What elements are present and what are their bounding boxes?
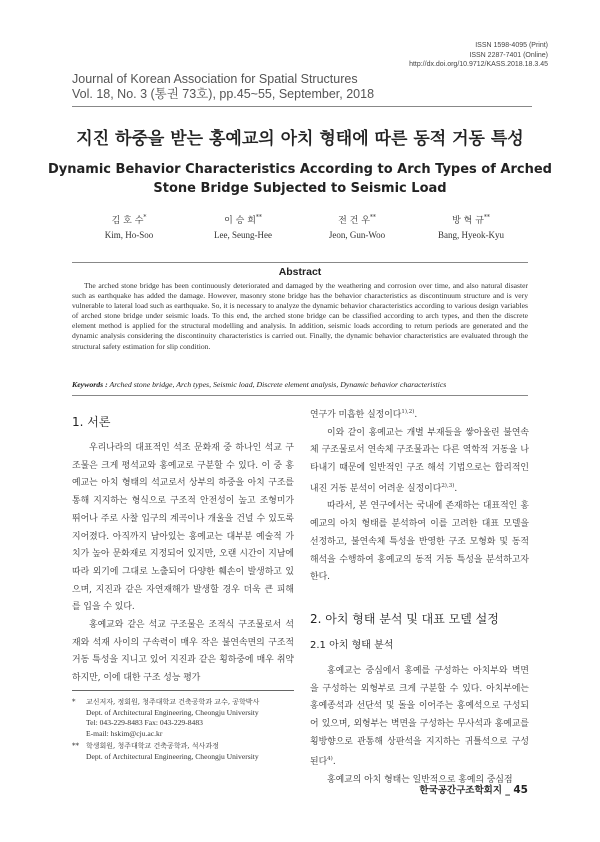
author-3-mark: ** (369, 214, 376, 221)
footnote-1-email[interactable]: E-mail: hskim@cju.ac.kr (86, 728, 163, 738)
abstract-divider (72, 262, 528, 263)
page-number: 45 (513, 784, 528, 796)
author-3-en: Jeon, Gun-Woo (328, 230, 386, 240)
title-korean: 지진 하중을 받는 홍예교의 아치 형태에 따른 동적 거동 특성 (76, 129, 524, 149)
intro-paragraph-5: 따라서, 본 연구에서는 국내에 존재하는 대표적인 홍예교의 아치 형태를 분석하여 이를 고려한 대표 모델을 선정하고, 불연속체 특성을 반영한 구조 모형화 및 동적 해석을 수행하여 홍예교의 동적 거동 특성을 분석하고자 한다. (310, 501, 529, 583)
footnote-1-ko: 교신저자, 정회원, 청주대학교 건축공학과 교수, 공학박사 (86, 698, 260, 706)
footnote-1-tel: Tel: 043-229-8483 Fax: 043-229-8483 (86, 718, 203, 728)
footnote-2-ko: 학생회원, 청주대학교 건축공학과, 석사과정 (86, 742, 219, 751)
footnote-1-dept: Dept. of Architectural Engineering, Cheongju University (86, 707, 259, 717)
page-footer (419, 782, 528, 796)
author-4-mark: ** (483, 214, 490, 221)
footnote-2-dept: Dept. of Architectural Engineering, Cheongju University (86, 751, 259, 761)
abstract-heading: Abstract (278, 266, 322, 278)
author-2-ko: 이 승 희 (224, 216, 256, 226)
issn-block (409, 41, 548, 70)
doi-link[interactable]: http://dx.doi.org/10.9712/KASS.2018.18.3.45 (409, 61, 548, 68)
journal-name: Journal of Korean Association for Spatial Structures (72, 72, 358, 86)
left-column (72, 412, 294, 688)
author-1-mark: * (143, 214, 147, 221)
keywords-text: Arched stone bridge, Arch types, Seismic load, Discrete element analysis, Dynamic behavior characteristics (109, 380, 447, 389)
journal-header (72, 72, 532, 107)
author-2 (188, 212, 298, 243)
intro-paragraph-2: 홍예교와 같은 석교 구조물은 조적식 구조물로서 석재와 석재 사이의 구속력이 매우 작은 불연속면의 구조적 거동 특성을 지니고 있어 지진과 같은 횡하중에 매우 취약하지만, 이에 대한 구조 성능 평가 (72, 620, 294, 684)
footnotes (72, 690, 294, 765)
abstract-text: The arched stone bridge has been continuously deteriorated and damaged by the weathering and corrosion over time, and also natural disaster such as earthquake has added the damage. However, masonry stone bridge has the behavior characteristics as discontinuum structure and is very vulnerable to lateral load such as earthquake. So, it is necessary to analyze the dynamic behavior characteristics according to various design variables of arched stone bridge under seismic loads. To this end, the arched stone bridge can be classified according to arch types, and then the discrete element method is applied for the structural modelling and analysis. In addition, seismic loads according to return periods are generated and the dynamic analysis considering the discontinuity characteristics is carried out. Finally, the dynamic behavior characteristics are evaluated through the structural safety estimation for slip condition. (72, 281, 528, 351)
keywords (72, 380, 528, 396)
author-3-ko: 전 건 우 (338, 216, 370, 226)
author-4 (416, 212, 526, 243)
author-4-en: Bang, Hyeok-Kyu (438, 230, 504, 240)
section-2-paragraph-1: 홍예교는 중심에서 홍예를 구성하는 아치부와 벽면을 구성하는 외형부로 크게 구분할 수 있다. 아치부에는 홍예종석과 선단석 및 돌을 이어주는 홍예석으로 구성되어 있으며, 외형부는 벽면을 구성하는 무사석과 홍예교를 횡방향으로 관통해 상판석을 지지하는 귀틀석으로 구성된다$^{4)}$. (310, 665, 529, 768)
keywords-label: Keywords : (72, 380, 108, 389)
title-english-line2: Stone Bridge Subjected to Seismic Load (153, 181, 447, 196)
footnote-2 (72, 741, 294, 762)
section-2-heading: 2. 아치 형태 분석 및 대표 모델 설정 (310, 611, 499, 626)
footer-journal: 한국공간구조학회지 _ (419, 785, 511, 796)
section-1-heading: 1. 서론 (72, 415, 111, 429)
volume-info: Vol. 18, No. 3 (통권 73호), pp.45~55, September, 2018 (72, 87, 532, 107)
citation-ref: 2),3) (441, 482, 455, 489)
citation-ref: 1),2) (401, 409, 415, 415)
author-2-mark: ** (255, 214, 262, 221)
citation-ref: 4) (327, 756, 333, 763)
author-1 (74, 212, 184, 243)
section-2-paragraph-2: 홍예교의 아치 형태는 일반적으로 홍예의 중심점 (327, 775, 513, 786)
intro-paragraph-1: 우리나라의 대표적인 석조 문화재 중 하나인 석교 구조물은 크게 평석교와 홍예교로 구분할 수 있다. 이 중 홍예교는 아치 형태의 석교로서 상부의 하중을 아치 구조를 통해 지지하는 형식으로 구조적 안전성이 높고 조형미가 뛰어나 주로 사찰 입구의 계곡이나 개울을 건널 수 있도록 지어졌다. 아직까지 남아있는 홍예교는 대부분 예술적 가치가 높아 문화재로 지정되어 있지만, 오랜 시간이 지남에 따라 외기에 그대로 노출되어 다양한 훼손이 발생하고 있으며, 지진과 같은 자연재해가 발생할 경우 더욱 큰 피해를 입을 수 있다. (72, 443, 294, 613)
author-list (72, 212, 528, 243)
title-english (0, 160, 600, 198)
footnote-1-mark: * (72, 698, 76, 706)
author-3 (302, 212, 412, 243)
author-4-ko: 방 혁 규 (452, 216, 484, 226)
author-1-en: Kim, Ho-Soo (104, 230, 154, 240)
issn-print: ISSN 1598-4095 (Print) (475, 42, 548, 49)
intro-paragraph-3: 연구가 미흡한 실정이다$^{1),2)}$. (310, 409, 418, 420)
title-english-line1: Dynamic Behavior Characteristics According to Arch Types of Arched (48, 162, 552, 177)
footnote-2-mark: ** (72, 742, 79, 751)
author-1-ko: 김 호 수 (111, 216, 144, 226)
subsection-2-1-heading: 2.1 아치 형태 분석 (310, 639, 394, 651)
issn-online: ISSN 2287-7401 (Online) (469, 51, 548, 59)
right-column (310, 404, 529, 790)
footnote-1 (72, 697, 294, 739)
intro-paragraph-4: 이와 같이 홍예교는 개별 부재들을 쌓아올린 불연속체 구조물로서 연속체 구조물과는 다른 역학적 거동을 나타내기 때문에 일반적인 구조 해석 기법으로는 합리적인 내진 거동 분석이 어려운 실정이다$^{2),3)}$. (310, 427, 529, 494)
author-2-en: Lee, Seung-Hee (214, 230, 272, 240)
